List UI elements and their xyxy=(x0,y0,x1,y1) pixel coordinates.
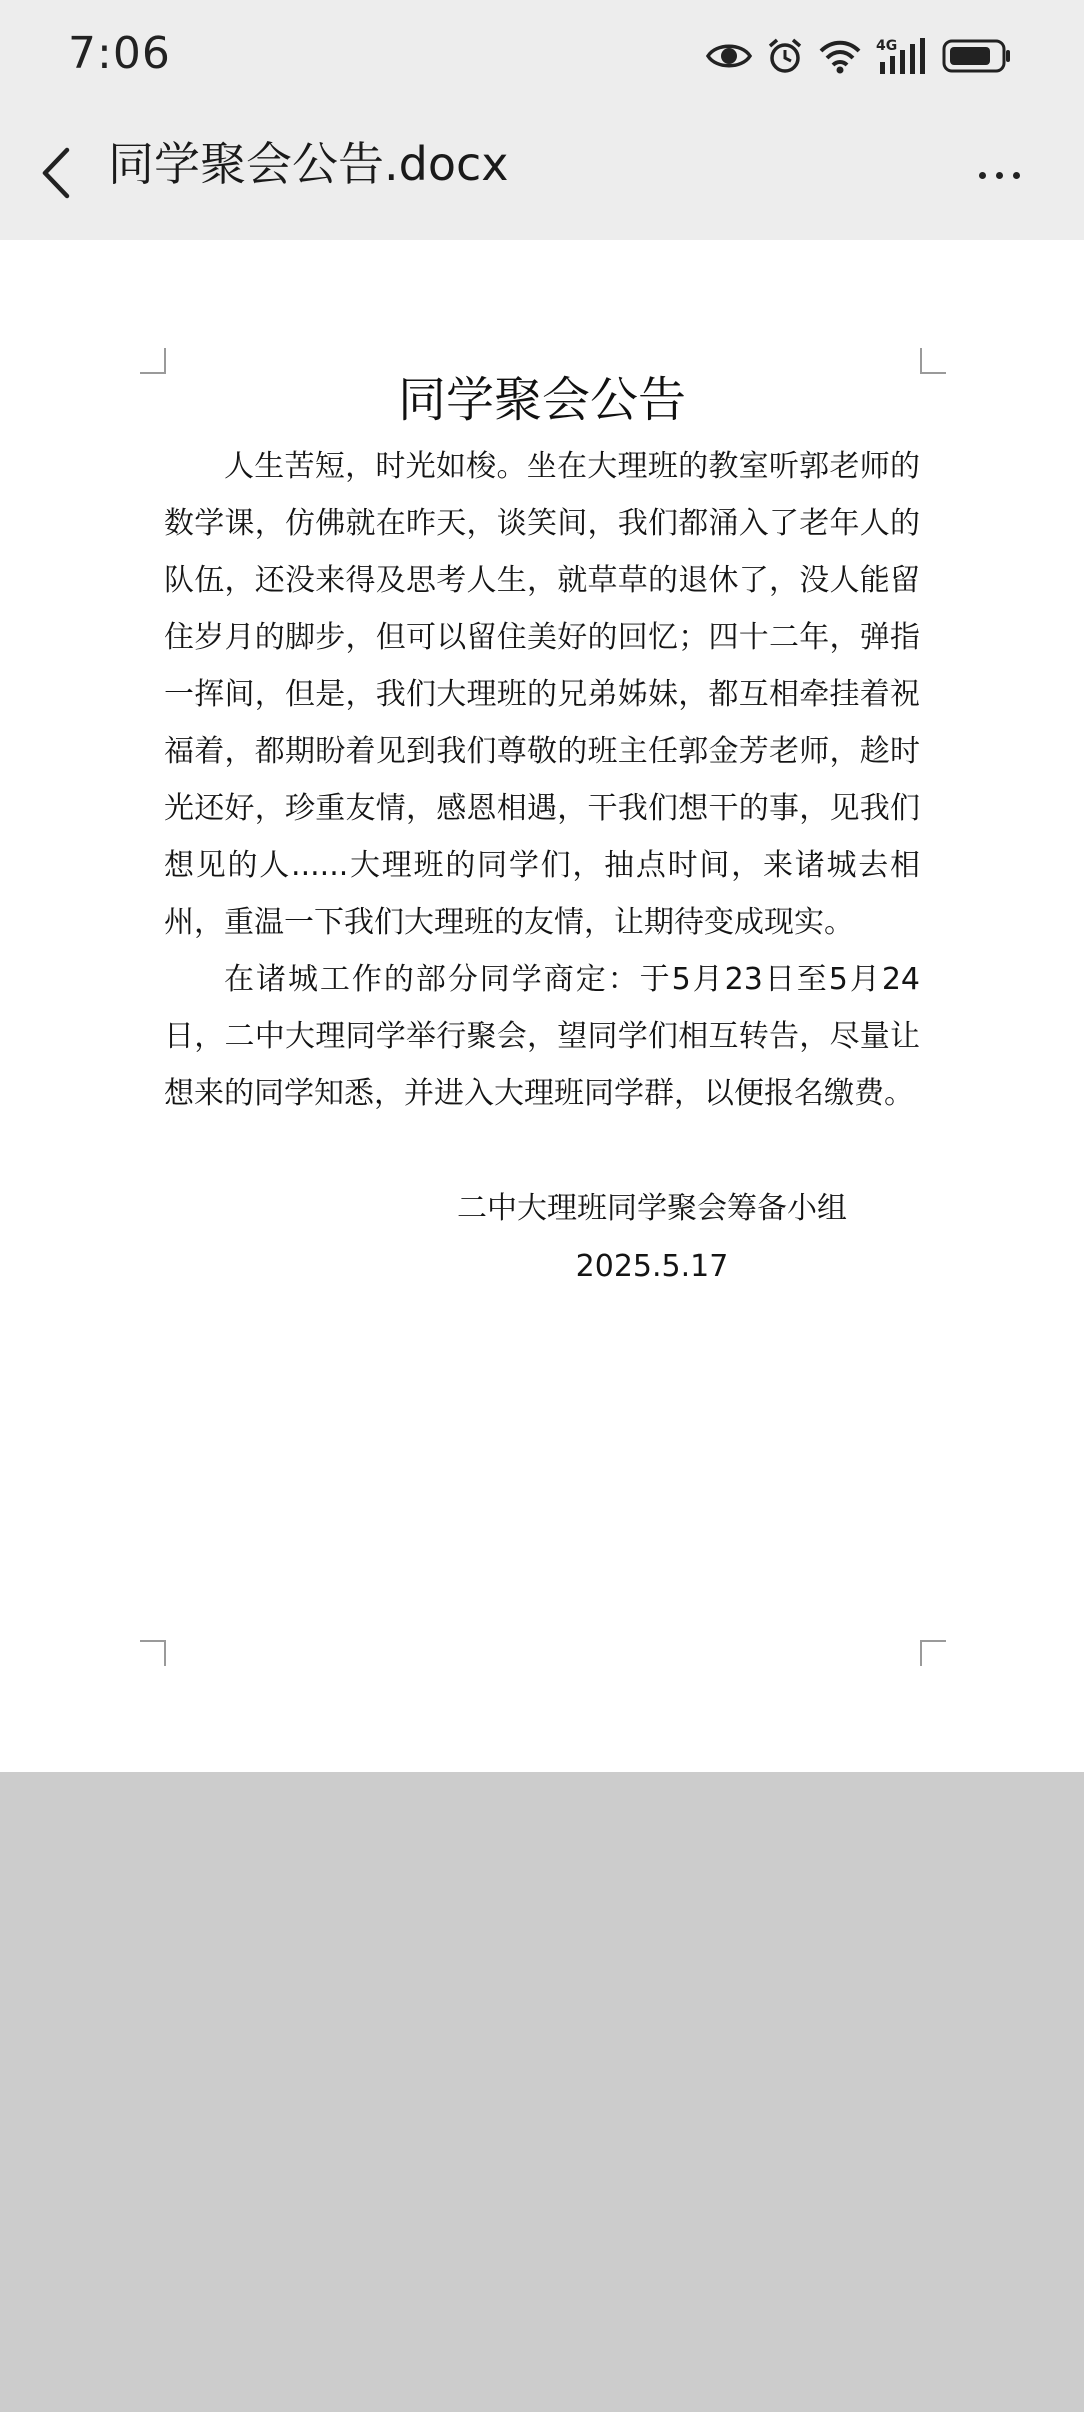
battery-icon xyxy=(942,38,1012,74)
page-corner-mark xyxy=(920,348,946,374)
paragraph-2: 在诸城工作的部分同学商定：于5月23日至5月24日，二中大理同学举行聚会，望同学们相互转告，尽量让想来的同学知悉，并进入大理班同学群，以便报名缴费。 xyxy=(164,962,920,1111)
4g-signal-icon xyxy=(876,36,928,76)
page-corner-mark xyxy=(140,1640,166,1666)
more-horizontal-icon xyxy=(979,172,986,179)
network-label: 4G xyxy=(876,38,898,54)
status-icons xyxy=(706,32,1012,80)
app-header xyxy=(0,0,1084,240)
page-corner-mark xyxy=(140,348,166,374)
document-page[interactable] xyxy=(0,240,1084,1772)
document-content xyxy=(164,368,920,1296)
signature-block xyxy=(164,1180,920,1296)
back-button[interactable] xyxy=(30,138,80,208)
signature-org: 二中大理班同学聚会筹备小组 xyxy=(457,1191,847,1226)
wifi-icon xyxy=(818,38,862,74)
page-corner-mark xyxy=(920,1640,946,1666)
more-options-button[interactable] xyxy=(964,150,1034,200)
alarm-icon xyxy=(766,37,804,75)
signature-date: 2025.5.17 xyxy=(575,1249,729,1284)
paragraph-1: 人生苦短，时光如梭。坐在大理班的教室听郭老师的数学课，仿佛就在昨天，谈笑间，我们都涌入了老年人的队伍，还没来得及思考人生，就草草的退休了，没人能留住岁月的脚步，但可以留住美好的回忆；四十二年，弹指一挥间，但是，我们大理班的兄弟姊妹，都互相牵挂着祝福着，都期盼着见到我们尊敬的班主任郭金芳老师，趁时光还好，珍重友情，感恩相遇，干我们想干的事，见我们想见的人......大理班的同学们，抽点时间，来诸城去相州，重温一下我们大理班的友情，让期待变成现实。 xyxy=(164,449,920,940)
document-title: 同学聚会公告.docx xyxy=(108,137,509,191)
status-time: 7:06 xyxy=(68,28,171,79)
chevron-left-icon xyxy=(39,146,71,200)
eye-icon xyxy=(706,40,752,72)
document-heading: 同学聚会公告 xyxy=(397,372,686,428)
